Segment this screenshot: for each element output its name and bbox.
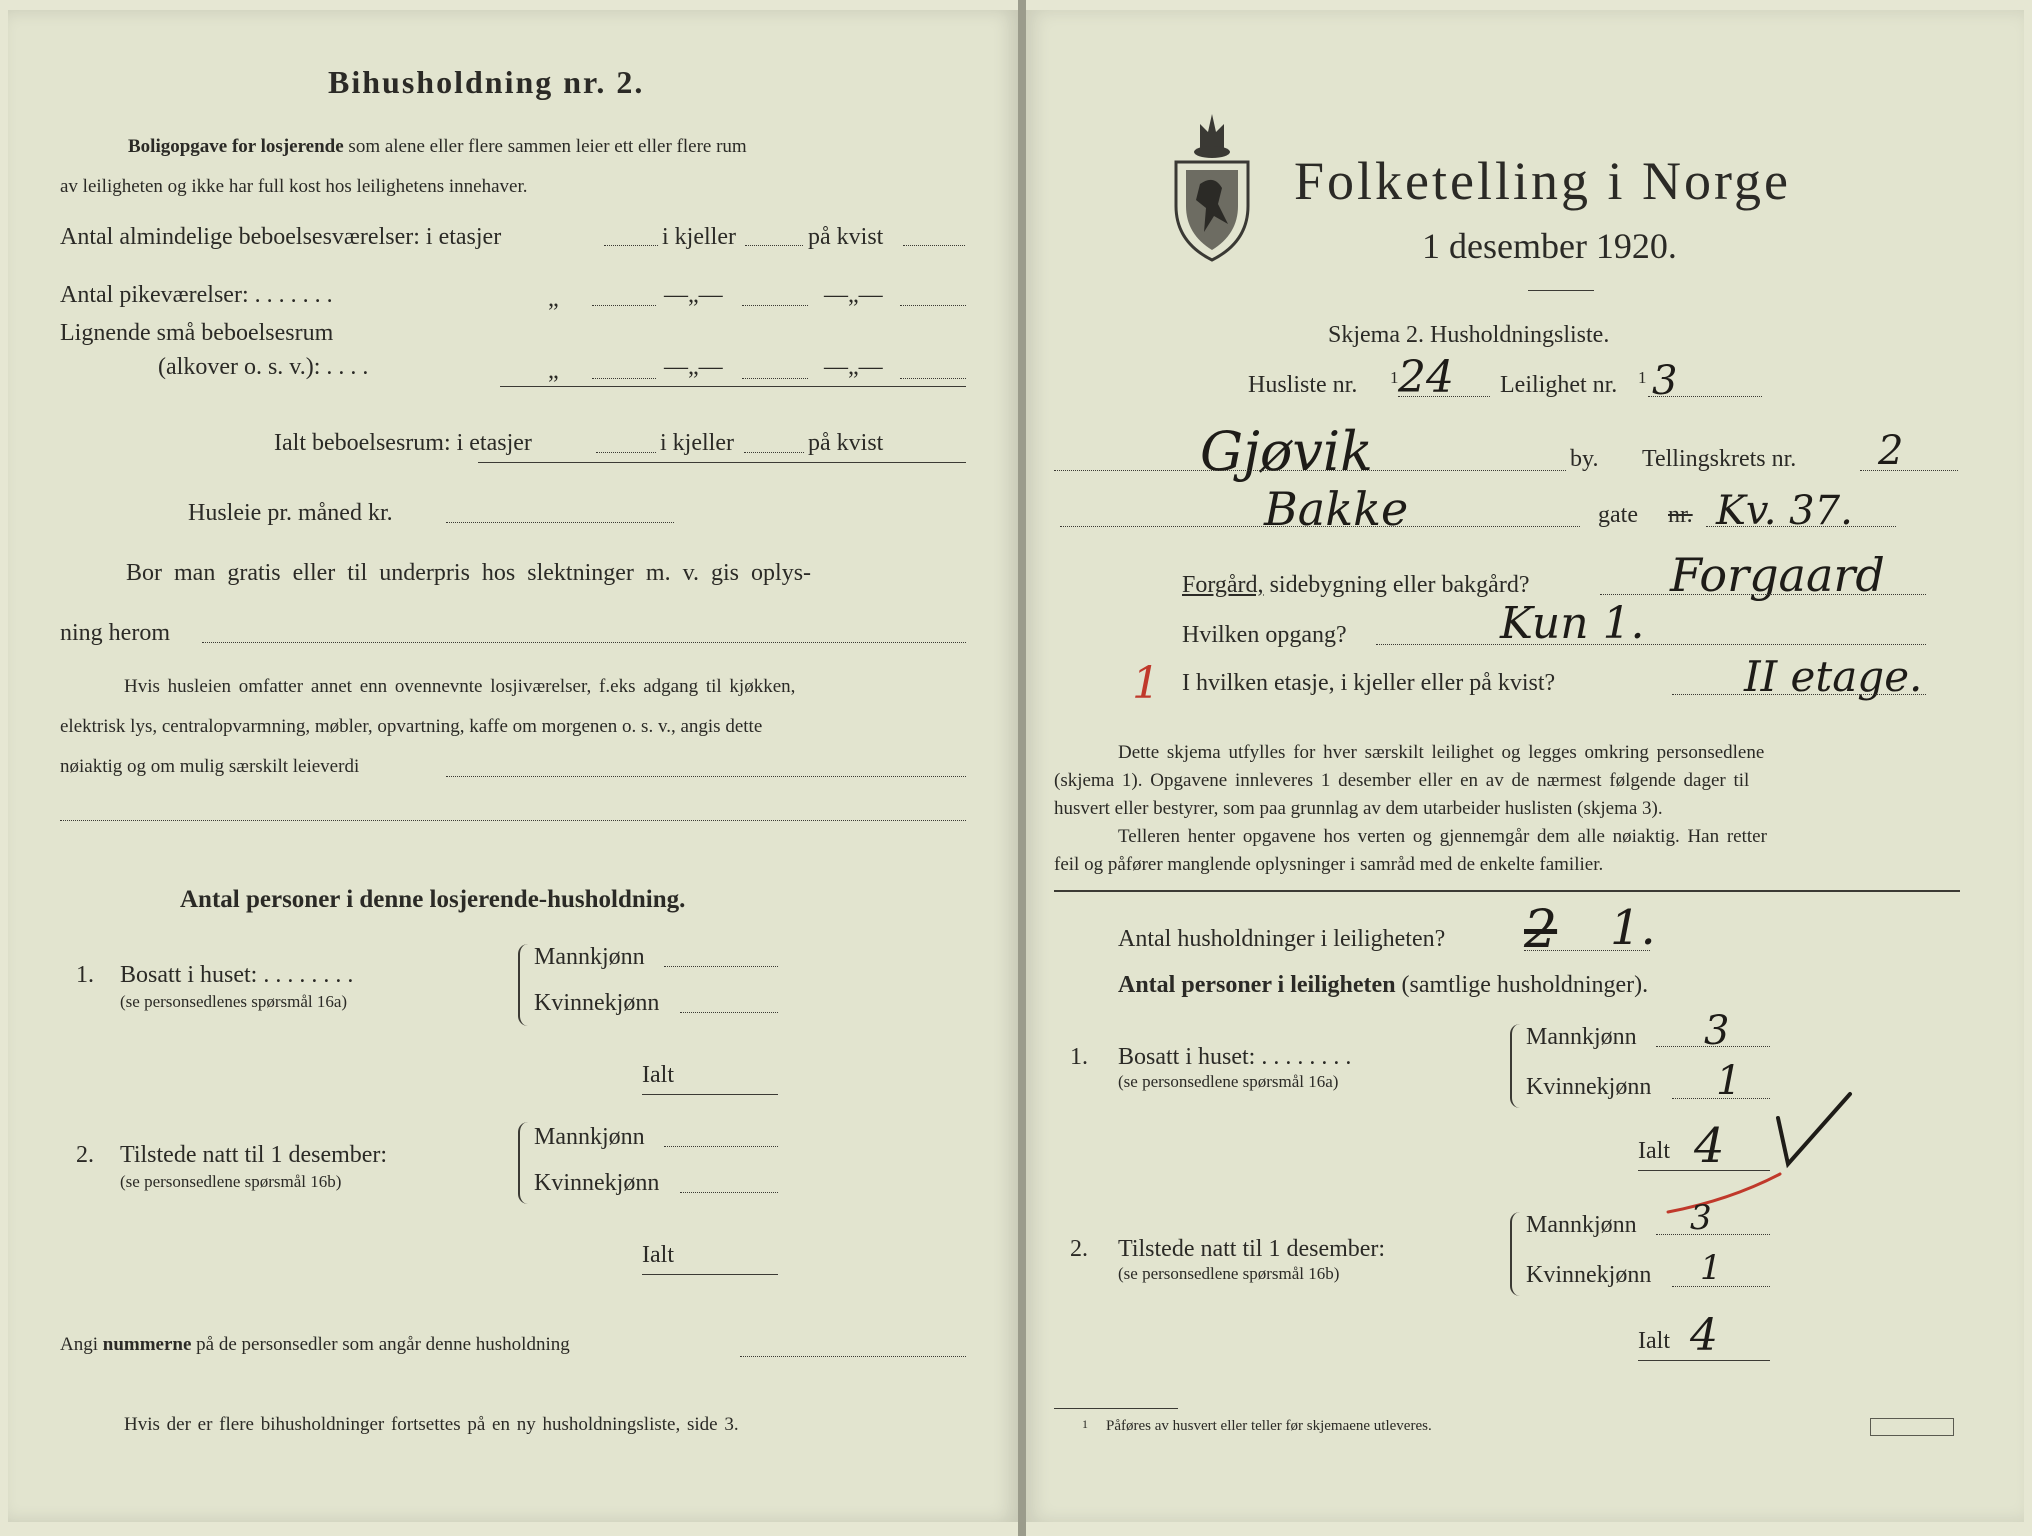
lignende-field-2 bbox=[742, 378, 808, 379]
tellingskrets-label: Tellingskrets nr. bbox=[1642, 446, 1797, 472]
husliste-value: 24 bbox=[1398, 352, 1454, 403]
right-q2-mann-label: Mannkjønn bbox=[1526, 1212, 1637, 1238]
left-q1-ialt-rule bbox=[642, 1094, 778, 1095]
instr-line-3: husvert eller bestyrer, som paa grunnlag av dem utarbeider huslisten (skjema 3). bbox=[1054, 798, 1663, 819]
lignende-ditto-1: „ bbox=[548, 358, 559, 384]
etasje-red-mark: 1 bbox=[1132, 658, 1160, 709]
left-q2-ialt-rule bbox=[642, 1274, 778, 1275]
opgang-label: Hvilken opgang? bbox=[1182, 622, 1347, 648]
skjema-label: Skjema 2. Husholdningsliste. bbox=[1328, 322, 1610, 348]
footnote-rule bbox=[1054, 1408, 1178, 1409]
right-q1-brace bbox=[1510, 1024, 1522, 1108]
gate-nr-value: Kv. 37. bbox=[1716, 488, 1853, 534]
pike-field-2 bbox=[742, 305, 808, 306]
right-title: Folketelling i Norge bbox=[1294, 151, 1791, 211]
pike-field-3 bbox=[900, 305, 966, 306]
right-q2-ialt-value: 4 bbox=[1690, 1310, 1718, 1361]
gate-nr-field bbox=[1706, 526, 1896, 527]
leilighet-footnote-mark: 1 bbox=[1638, 368, 1647, 387]
right-q2-brace bbox=[1510, 1212, 1522, 1296]
intro-bold: Boligopgave for losjerende bbox=[128, 136, 344, 157]
hvis-field-1 bbox=[446, 776, 966, 777]
pike-ditto-2: —„— bbox=[664, 282, 723, 308]
right-q2-sub: (se personsedlene spørsmål 16b) bbox=[1118, 1264, 1340, 1283]
right-q1-mann-label: Mannkjønn bbox=[1526, 1024, 1637, 1050]
left-q2-ialt-label: Ialt bbox=[642, 1242, 674, 1268]
gate-label: gate bbox=[1598, 502, 1638, 528]
right-q1-mann-field bbox=[1656, 1046, 1770, 1047]
right-q2-number: 2. bbox=[1070, 1236, 1088, 1262]
angi-pre: Angi bbox=[60, 1334, 98, 1355]
left-q1-ialt-label: Ialt bbox=[642, 1062, 674, 1088]
angi-bold: nummerne bbox=[102, 1334, 192, 1355]
printer-stamp bbox=[1870, 1418, 1954, 1436]
left-q1-number: 1. bbox=[76, 962, 94, 988]
ialt-kvist-label: på kvist bbox=[808, 430, 884, 456]
husliste-label: Husliste nr. bbox=[1248, 372, 1358, 398]
gratis-line-2: ning herom bbox=[60, 620, 170, 646]
forgaard-label bbox=[1182, 572, 1529, 600]
hvis-line-3: nøiaktig og om mulig særskilt leieverdi bbox=[60, 756, 360, 777]
antal-husholdninger-field bbox=[1524, 950, 1650, 951]
ialt-kjeller-label: i kjeller bbox=[660, 430, 734, 456]
gate-nr-struck: nr. bbox=[1668, 502, 1693, 528]
right-q1-ialt-label: Ialt bbox=[1638, 1138, 1670, 1164]
gratis-field bbox=[202, 642, 966, 643]
right-q1-kvinne-label: Kvinnekjønn bbox=[1526, 1074, 1652, 1100]
by-value: Gjøvik bbox=[1200, 420, 1373, 483]
left-q2-kvinne-field bbox=[680, 1192, 778, 1193]
right-q1-number: 1. bbox=[1070, 1044, 1088, 1070]
antal-husholdninger-value: 1. bbox=[1610, 900, 1656, 956]
angi-field bbox=[740, 1356, 966, 1357]
left-q2-brace bbox=[518, 1122, 530, 1204]
instr-line-4: Telleren henter opgavene hos verten og gjennemgår dem alle nøiaktig. Han retter bbox=[1118, 826, 1767, 847]
by-field bbox=[1054, 470, 1566, 471]
rooms-kvist-field bbox=[903, 245, 965, 246]
left-q1-kvinne-field bbox=[680, 1012, 778, 1013]
tellingskrets-value: 2 bbox=[1878, 428, 1904, 474]
forgaard-label-underlined: Forgård, bbox=[1182, 572, 1264, 598]
left-q2-sub: (se personsedlene spørsmål 16b) bbox=[120, 1172, 342, 1191]
opgang-field bbox=[1376, 644, 1926, 645]
right-q2-ialt-rule bbox=[1638, 1360, 1770, 1361]
by-label: by. bbox=[1570, 446, 1599, 472]
husleie-field bbox=[446, 522, 674, 523]
hvis-line-1: Hvis husleien omfatter annet enn ovennevnte losjiværelser, f.eks adgang til kjøkken, bbox=[124, 676, 796, 697]
right-date: 1 desember 1920. bbox=[1422, 226, 1677, 266]
etasje-label: I hvilken etasje, i kjeller eller på kvist? bbox=[1182, 670, 1556, 696]
lignende-field-1 bbox=[592, 378, 656, 379]
tellingskrets-field bbox=[1860, 470, 1958, 471]
left-q2-kvinne-label: Kvinnekjønn bbox=[534, 1170, 660, 1196]
ialt-rooms-rule bbox=[478, 462, 966, 463]
intro-line-1 bbox=[128, 136, 747, 158]
gate-field bbox=[1060, 526, 1580, 527]
page-fold bbox=[1018, 0, 1026, 1536]
left-title: Bihusholdning nr. 2. bbox=[328, 64, 645, 100]
left-q2-label: Tilstede natt til 1 desember: bbox=[120, 1142, 388, 1168]
leilighet-field bbox=[1648, 396, 1762, 397]
right-persons-heading-rest: (samtlige husholdninger). bbox=[1401, 972, 1649, 998]
leilighet-value: 3 bbox=[1652, 358, 1678, 404]
left-q2-mann-label: Mannkjønn bbox=[534, 1124, 645, 1150]
rooms-etasjer-field bbox=[604, 245, 658, 246]
left-q1-sub: (se personsedlenes spørsmål 16a) bbox=[120, 992, 348, 1011]
right-q1-ialt-value: 4 bbox=[1694, 1118, 1725, 1174]
lignende-ditto-3: —„— bbox=[824, 354, 883, 380]
husliste-footnote-mark: 1 bbox=[1390, 368, 1399, 387]
footnote-text: Påføres av husvert eller teller før skjemaene utleveres. bbox=[1106, 1418, 1432, 1434]
ialt-etasjer-field bbox=[596, 452, 656, 453]
instr-line-1: Dette skjema utfylles for hver særskilt leilighet og legges omkring personsedlene bbox=[1118, 742, 1765, 763]
left-q2-mann-field bbox=[664, 1146, 778, 1147]
opgang-value: Kun 1. bbox=[1500, 598, 1645, 649]
antal-husholdninger-struck: 2 bbox=[1524, 900, 1558, 960]
hvis-field-2 bbox=[60, 820, 966, 821]
left-q1-label: Bosatt i huset: . . . . . . . . bbox=[120, 962, 354, 988]
forgaard-label-rest: sidebygning eller bakgård? bbox=[1269, 572, 1530, 598]
ialt-kjeller-field bbox=[744, 452, 804, 453]
pike-field-1 bbox=[592, 305, 656, 306]
right-q2-mann-field bbox=[1656, 1234, 1770, 1235]
footnote-mark: 1 bbox=[1082, 1417, 1088, 1431]
intro-rest: som alene eller flere sammen leier ett eller flere rum bbox=[348, 136, 747, 157]
left-q1-brace bbox=[518, 944, 530, 1026]
right-q2-kvinne-label: Kvinnekjønn bbox=[1526, 1262, 1652, 1288]
husleie-label: Husleie pr. måned kr. bbox=[188, 500, 393, 526]
etasje-value: II etage. bbox=[1744, 652, 1923, 701]
left-footer: Hvis der er flere bihusholdninger fortsettes på en ny husholdningsliste, side 3. bbox=[124, 1414, 739, 1435]
hvis-line-2: elektrisk lys, centralopvarmning, møbler, opvartning, kaffe om morgenen o. s. v., angis dette bbox=[60, 716, 763, 737]
forgaard-value: Forgaard bbox=[1670, 548, 1885, 602]
instr-line-2: (skjema 1). Opgavene innleveres 1 desember eller en av de nærmest følgende dager til bbox=[1054, 770, 1750, 791]
pike-label: Antal pikeværelser: . . . . . . . bbox=[60, 282, 333, 308]
leilighet-label: Leilighet nr. bbox=[1500, 372, 1618, 398]
lignende-ditto-2: —„— bbox=[664, 354, 723, 380]
rooms-label: Antal almindelige beboelsesværelser: i etasjer bbox=[60, 224, 502, 250]
intro-line-2: av leiligheten og ikke har full kost hos leilighetens innehaver. bbox=[60, 176, 528, 197]
lignende-line-1: Lignende små beboelsesrum bbox=[60, 320, 334, 346]
right-q1-mann-value: 3 bbox=[1704, 1008, 1730, 1054]
lignende-field-3 bbox=[900, 378, 966, 379]
left-q1-kvinne-label: Kvinnekjønn bbox=[534, 990, 660, 1016]
title-divider bbox=[1528, 290, 1594, 291]
pike-ditto-3: —„— bbox=[824, 282, 883, 308]
right-q1-sub: (se personsedlene spørsmål 16a) bbox=[1118, 1072, 1339, 1091]
lignende-line-2: (alkover o. s. v.): . . . . bbox=[158, 354, 369, 380]
ialt-rooms-label: Ialt beboelsesrum: i etasjer bbox=[274, 430, 532, 456]
right-q2-label: Tilstede natt til 1 desember: bbox=[1118, 1236, 1386, 1262]
lignende-sum-rule bbox=[500, 386, 966, 387]
left-q1-mann-label: Mannkjønn bbox=[534, 944, 645, 970]
right-persons-heading-bold: Antal personer i leiligheten bbox=[1118, 972, 1396, 998]
norwegian-coat-of-arms-icon bbox=[1170, 104, 1254, 262]
etasje-field bbox=[1672, 694, 1926, 695]
right-q2-ialt-label: Ialt bbox=[1638, 1328, 1670, 1354]
left-persons-heading: Antal personer i denne losjerende-husholdning. bbox=[180, 886, 686, 913]
rooms-kjeller-field bbox=[745, 245, 803, 246]
right-q2-mann-value: 3 bbox=[1690, 1198, 1712, 1238]
right-q1-label: Bosatt i huset: . . . . . . . . bbox=[1118, 1044, 1352, 1070]
instructions-rule bbox=[1054, 890, 1960, 892]
pike-ditto-1: „ bbox=[548, 286, 559, 312]
rooms-kjeller-label: i kjeller bbox=[662, 224, 736, 250]
rooms-kvist-label: på kvist bbox=[808, 224, 884, 250]
gate-value: Bakke bbox=[1264, 482, 1409, 536]
right-q1-kvinne-value: 1 bbox=[1716, 1058, 1742, 1104]
angi-line bbox=[60, 1334, 570, 1356]
gratis-line-1: Bor man gratis eller til underpris hos slektninger m. v. gis oplys- bbox=[126, 560, 812, 586]
right-q2-kvinne-field bbox=[1672, 1286, 1770, 1287]
left-q1-mann-field bbox=[664, 966, 778, 967]
forgaard-field bbox=[1600, 594, 1926, 595]
left-q2-number: 2. bbox=[76, 1142, 94, 1168]
right-q2-kvinne-value: 1 bbox=[1700, 1248, 1722, 1288]
angi-rest: på de personsedler som angår denne husholdning bbox=[196, 1334, 570, 1355]
right-persons-heading bbox=[1118, 972, 1648, 1000]
antal-husholdninger-label: Antal husholdninger i leiligheten? bbox=[1118, 926, 1446, 952]
husliste-field bbox=[1398, 396, 1490, 397]
instr-line-5: feil og påfører manglende oplysninger i samråd med de enkelte familier. bbox=[1054, 854, 1604, 875]
